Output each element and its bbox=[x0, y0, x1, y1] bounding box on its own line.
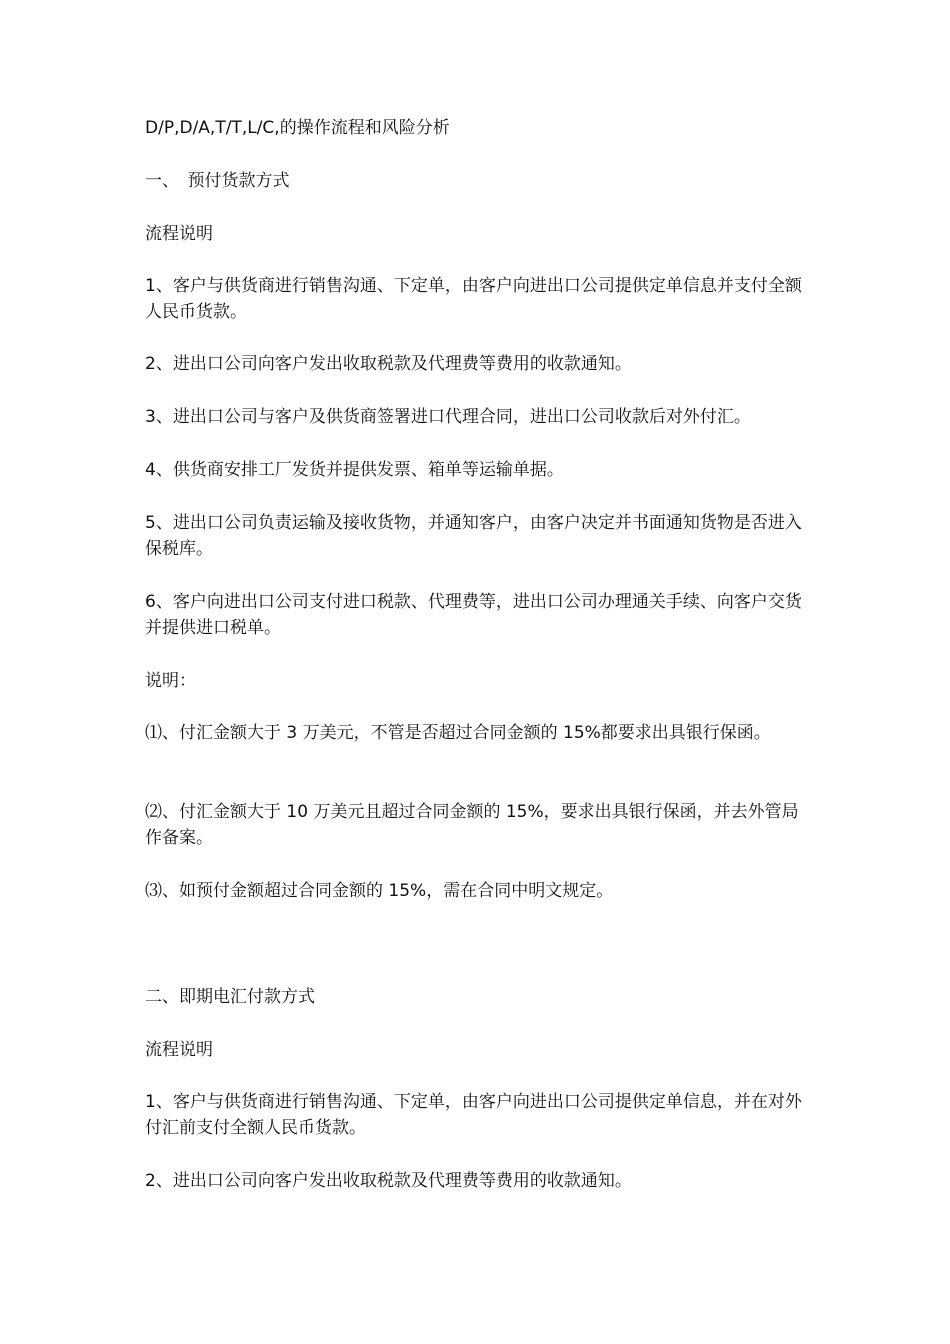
section1-step-4: 4、供货商安排工厂发货并提供发票、箱单等运输单据。 bbox=[145, 460, 564, 480]
document-title: D/P,D/A,T/T,L/C,的操作流程和风险分析 bbox=[145, 118, 450, 138]
section1-heading: 一、 预付货款方式 bbox=[145, 171, 290, 191]
section2-flow-label: 流程说明 bbox=[145, 1040, 213, 1060]
section1-notes-label: 说明： bbox=[145, 671, 196, 691]
section1-flow-label: 流程说明 bbox=[145, 224, 213, 244]
section1-step-3: 3、进出口公司与客户及供货商签署进口代理合同，进出口公司收款后对外付汇。 bbox=[145, 407, 751, 427]
section1-step-2: 2、进出口公司向客户发出收取税款及代理费等费用的收款通知。 bbox=[145, 354, 632, 374]
section1-step-1: 1、客户与供货商进行销售沟通、下定单，由客户向进出口公司提供定单信息并支付全额人民币货款。 bbox=[145, 276, 802, 322]
section1-step-5: 5、进出口公司负责运输及接收货物，并通知客户，由客户决定并书面通知货物是否进入保税库。 bbox=[145, 513, 802, 559]
section2-step-1: 1、客户与供货商进行销售沟通、下定单，由客户向进出口公司提供定单信息，并在对外付汇前支付全额人民币货款。 bbox=[145, 1092, 802, 1138]
section1-step-6: 6、客户向进出口公司支付进口税款、代理费等，进出口公司办理通关手续、向客户交货并提供进口税单。 bbox=[145, 592, 802, 638]
section1-note-3: ⑶、如预付金额超过合同金额的 15%，需在合同中明文规定。 bbox=[145, 881, 614, 901]
section2-heading: 二、即期电汇付款方式 bbox=[145, 987, 315, 1007]
section1-note-2: ⑵、付汇金额大于 10 万美元且超过合同金额的 15%，要求出具银行保函，并去外管局作备案。 bbox=[145, 802, 799, 848]
section1-note-1: ⑴、付汇金额大于 3 万美元，不管是否超过合同金额的 15%都要求出具银行保函。 bbox=[145, 723, 771, 743]
section2-step-2: 2、进出口公司向客户发出收取税款及代理费等费用的收款通知。 bbox=[145, 1171, 632, 1191]
